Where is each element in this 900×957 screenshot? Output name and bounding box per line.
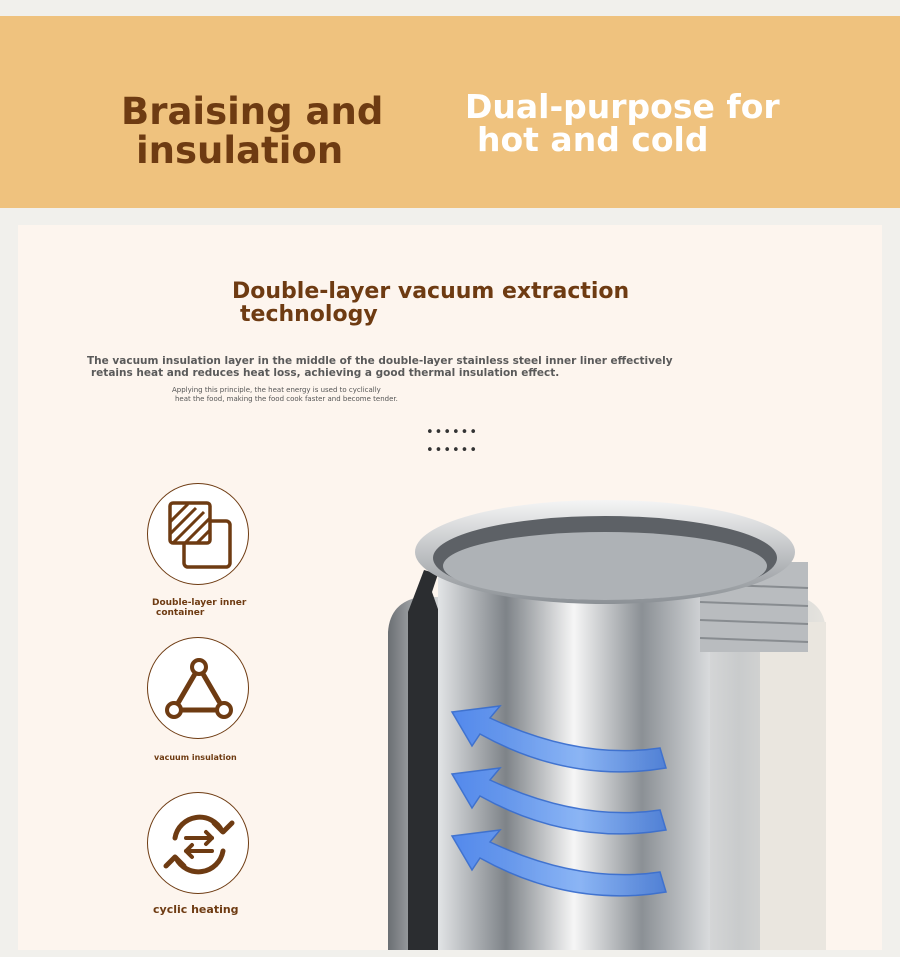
flask-illustration — [380, 492, 830, 950]
dots-row-2: •••••• — [426, 443, 479, 458]
feature-1-label-line-1: Double-layer inner — [152, 598, 247, 608]
feature-label-double-layer — [152, 598, 246, 618]
feature-2-label-line-1: vacuum insulation — [154, 753, 237, 762]
section-heading-line-1: Double-layer vacuum extraction — [232, 279, 630, 304]
section-sub-description — [172, 386, 532, 404]
feature-label-vacuum — [154, 753, 237, 762]
banner-left-line-2: insulation — [136, 129, 344, 172]
section-description — [87, 355, 747, 379]
section-description-line-1: The vacuum insulation layer in the middle of the double-layer stainless steel inner liner effectively — [87, 355, 673, 367]
banner-left-title — [121, 92, 421, 170]
feature-label-cyclic — [153, 904, 239, 916]
section-description-line-2: retains heat and reduces heat loss, achieving a good thermal insulation effect. — [91, 367, 560, 379]
triangle-nodes-icon — [148, 638, 250, 740]
cycle-arrows-icon — [148, 793, 250, 895]
sub-description-line-2: heat the food, making the food cook faster and become tender. — [175, 395, 398, 403]
feature-cyclic-heating — [147, 792, 249, 894]
section-heading — [232, 280, 682, 326]
decorative-dots — [426, 424, 486, 460]
feature-1-label-line-2: container — [156, 608, 205, 618]
feature-vacuum-insulation — [147, 637, 249, 739]
banner-right-line-2: hot and cold — [477, 120, 709, 159]
feature-double-layer — [147, 483, 249, 585]
dots-row-1: •••••• — [426, 425, 479, 440]
layered-squares-icon — [148, 484, 250, 586]
feature-3-label-line-1: cyclic heating — [153, 903, 239, 916]
section-heading-line-2: technology — [240, 302, 378, 327]
banner-left-line-1: Braising and — [121, 90, 384, 133]
banner-right-title — [465, 87, 795, 159]
sub-description-line-1: Applying this principle, the heat energy is used to cyclically — [172, 386, 381, 394]
banner-right-line-1: Dual-purpose for — [465, 87, 780, 126]
flask-cutaway-image — [380, 492, 830, 950]
